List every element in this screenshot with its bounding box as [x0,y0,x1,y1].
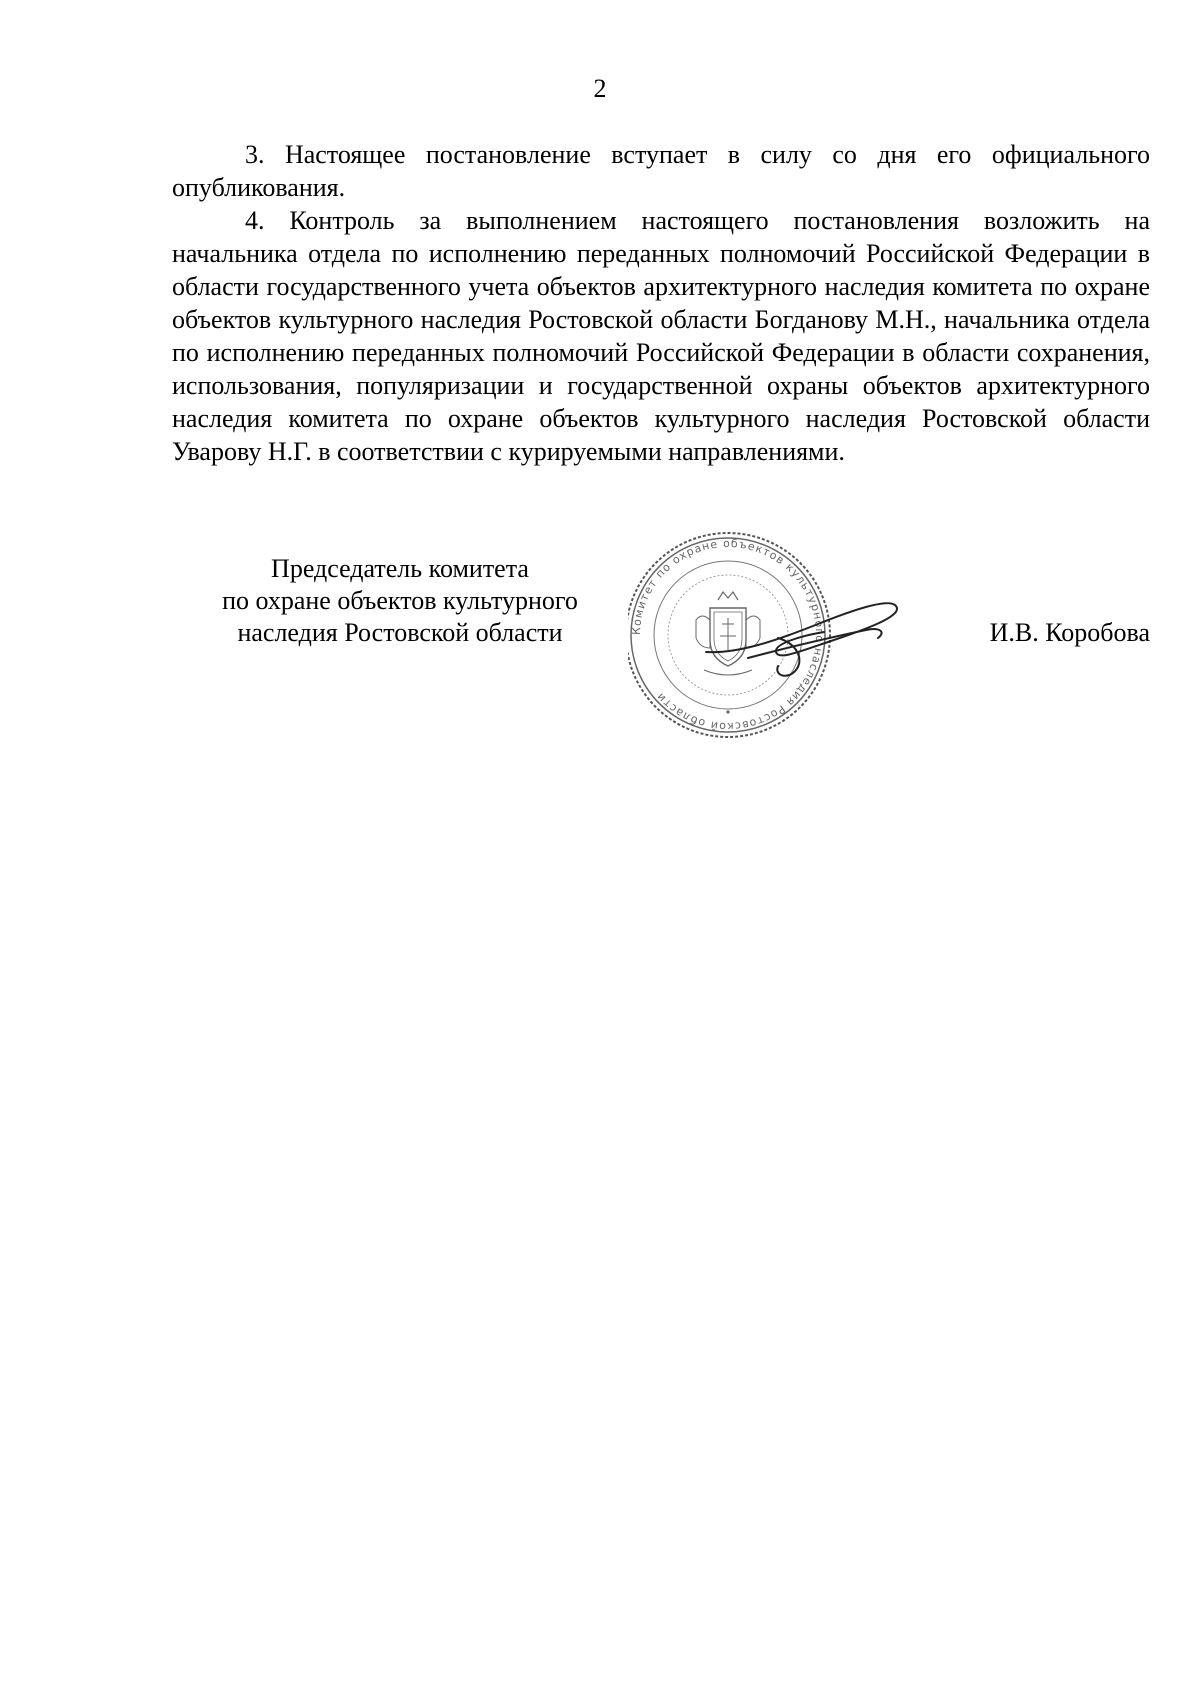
signer-position-line: наследия Ростовской области [237,618,563,647]
seal-stamp-icon [628,520,968,750]
document-body [172,138,1150,468]
paragraph-3: 3. Настоящее постановление вступает в силу со дня его официального опубликования. [172,140,1150,202]
coat-of-arms-icon [696,592,760,675]
signer-position-line: Председатель комитета [271,554,529,583]
signer-position-line: по охране объектов культурного [222,586,578,615]
official-seal [628,520,968,750]
page-number: 2 [593,74,607,103]
signer-name: И.В. Коробова [989,618,1150,647]
paragraph-4: 4. Контроль за выполнением настоящего постановления возложить на начальника отдела по исполнению переданных полномочий Российской Федерации в области государственного учета объектов архитектурного наследия комитета по охране объектов культурного наследия Ростовской области Богданову М.Н., начальника отдела по исполнению переданных полномочий Российской Федерации в области сохранения, использования, популяризации и государственной охраны объектов архитектурного наследия комитета по охране объектов культурного наследия Ростовской области Уварову Н.Г. в соответствии с курируемыми направлениями. [172,206,1150,466]
seal-text: Комитет по охране объектов культурного наследия Ростовской области [629,536,827,734]
signer-position [180,553,620,649]
